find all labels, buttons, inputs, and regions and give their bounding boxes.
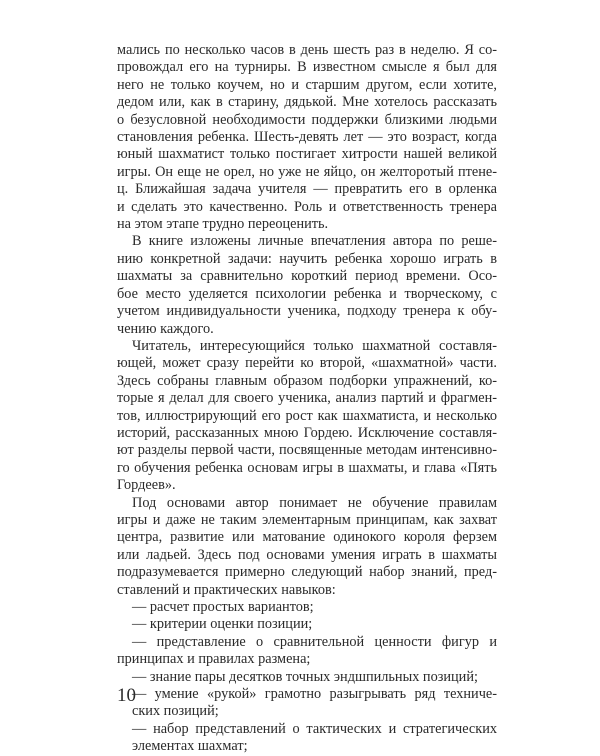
list-item: — критерии оценки позиции; [132, 616, 313, 633]
paragraph-first-line: Под основами автор понимает не обучение правилам [132, 494, 497, 511]
text-line: Здесь собраны главным образом подборки упражнений, ко- [117, 372, 497, 389]
text-line: игры и даже не таким элементарным принципам, как захват [117, 511, 497, 528]
paragraph-first-line: Читатель, интересующийся только шахматной составля- [132, 337, 497, 354]
list-item-continuation: принципах и правилах размена; [117, 651, 311, 668]
text-line: и сделать это качественно. Роль и ответственность тренера [117, 198, 497, 215]
body-text [117, 42, 497, 756]
page-number: 10 [117, 685, 136, 706]
list-item-continuation: элементах шахмат; [132, 738, 248, 755]
text-line: бое место уделяется психологии ребенка и творческому, с [117, 285, 497, 302]
text-line: го обучения ребенка основам игры в шахматы, и глава «Пять [117, 459, 497, 476]
list-item: — знание пары десятков точных эндшпильных позиций; [132, 668, 478, 685]
text-line: чению каждого. [117, 320, 214, 337]
list-item: — набор представлений о тактических и стратегических [132, 720, 497, 737]
text-line: него не только коучем, но и старшим другом, если хотите, [117, 76, 497, 93]
list-item: — представление о сравнительной ценности фигур и [132, 633, 497, 650]
text-line: о безусловной необходимости поддержки близкими людьми [117, 111, 497, 128]
text-line: ставлений и практических навыков: [117, 581, 336, 598]
text-line: ют разделы первой части, посвященные методам интенсивно- [117, 442, 497, 459]
text-line: торые я делал для своего ученика, анализ партий и фрагмен- [117, 390, 497, 407]
text-line: или ладьей. Здесь под основами умения играть в шахматы [117, 546, 497, 563]
text-line: шахматы за сравнительно короткий период времени. Осо- [117, 268, 497, 285]
text-line: игры. Он еще не орел, но уже не яйцо, он желторотый птене- [117, 163, 497, 180]
text-line: историй, рассказанных мною Гордею. Исключение составля- [117, 424, 497, 441]
text-line: Гордеев». [117, 477, 176, 494]
list-item: — расчет простых вариантов; [132, 599, 314, 615]
list-item-continuation: ских позиций; [132, 703, 219, 720]
text-line: мались по несколько часов в день шесть раз в неделю. Я со- [117, 42, 497, 58]
text-line: на этом этапе трудно переоценить. [117, 216, 329, 233]
text-line: тов, иллюстрирующий его рост как шахматиста, и несколько [117, 407, 497, 424]
text-line: подразумевается примерно следующий набор знаний, пред- [117, 564, 497, 581]
text-line: ющей, может сразу перейти ко второй, «шахматной» части. [117, 355, 497, 372]
text-line: ц. Ближайшая задача учителя — превратить его в орленка [117, 181, 497, 198]
list-item: — умение «рукой» грамотно разыгрывать ряд техниче- [132, 686, 497, 703]
text-line: юный шахматист только постигает хитрости нашей великой [117, 146, 497, 163]
text-line: дедом или, как в старину, дядькой. Мне хотелось рассказать [117, 94, 497, 111]
paragraph-first-line: В книге изложены личные впечатления автора по реше- [132, 233, 497, 250]
text-line: центра, развитие или матование одинокого короля ферзем [117, 529, 497, 546]
text-line: становления ребенка. Шесть-девять лет — это возраст, когда [117, 129, 497, 146]
text-line: учетом индивидуальности ученика, подходу тренера к обу- [117, 303, 497, 320]
text-line: провождал его на турниры. В известном смысле я был для [117, 59, 497, 76]
text-line: нию конкретной задачи: научить ребенка хорошо играть в [117, 250, 497, 267]
